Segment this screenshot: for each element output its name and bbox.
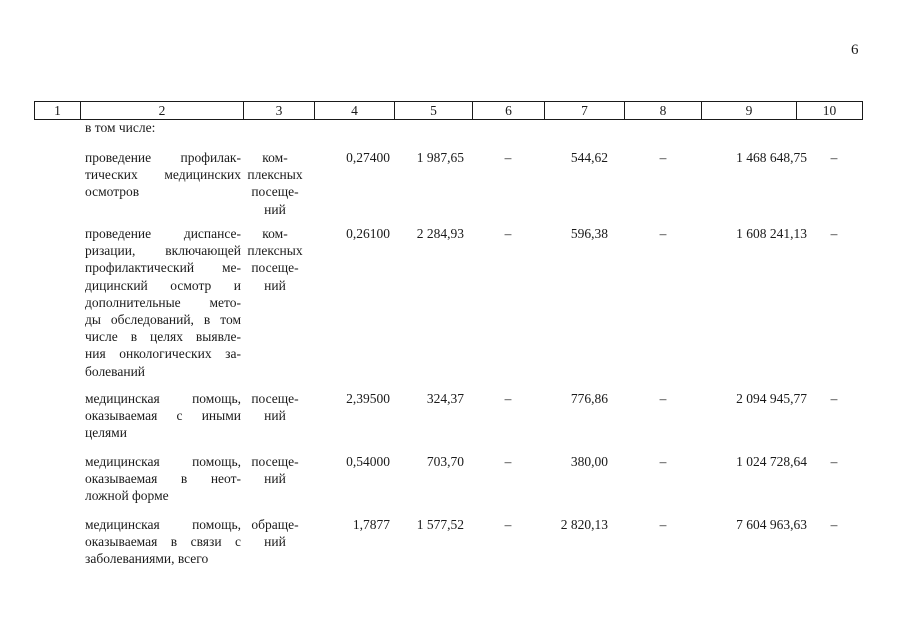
row-unit <box>243 453 307 487</box>
header-col-6: 6 <box>473 102 545 119</box>
table-header-row <box>34 101 863 120</box>
header-col-8: 8 <box>625 102 702 119</box>
header-col-4: 4 <box>315 102 395 119</box>
row-unit-line: посеще- <box>251 391 299 406</box>
row-name-line: медицинская помощь, <box>85 391 241 406</box>
row-unit-line: ний <box>264 201 286 217</box>
row-unit <box>243 390 307 424</box>
row-value-9: 2 094 945,77 <box>736 391 807 406</box>
row-unit-line: ком- <box>262 226 288 241</box>
row-name-line: заболеваниями, всего <box>85 551 209 567</box>
row-unit-line: ний <box>264 277 286 293</box>
row-value-8: – <box>659 517 667 532</box>
row-unit <box>243 516 307 550</box>
row-value-6: – <box>504 150 512 165</box>
row-name-line: медицинская помощь, <box>85 517 241 532</box>
row-name-line: числе в целях выявле- <box>85 329 241 345</box>
header-col-7: 7 <box>545 102 625 119</box>
row-unit-line: плексных <box>247 167 303 183</box>
row-value-7: 776,86 <box>570 391 608 406</box>
row-name <box>85 225 241 380</box>
row-value-7: 544,62 <box>570 150 608 165</box>
row-value-4: 0,26100 <box>346 226 390 241</box>
row-value-8: – <box>659 226 667 241</box>
row-value-10: – <box>830 150 838 165</box>
row-unit-line: обраще- <box>251 517 299 532</box>
row-name <box>85 516 241 568</box>
row-name-line: осмотров <box>85 184 140 200</box>
row-unit <box>243 149 307 218</box>
row-unit-line: плексных <box>247 243 303 259</box>
row-unit-line: ний <box>264 534 286 550</box>
row-value-7: 380,00 <box>570 454 608 469</box>
row-value-9: 1 468 648,75 <box>736 150 807 165</box>
row-value-5: 703,70 <box>426 454 464 469</box>
row-name-line: ды обследований, в том <box>85 312 241 328</box>
row-value-7: 2 820,13 <box>560 517 608 532</box>
row-name-line: проведение профилак- <box>85 150 241 165</box>
row-value-4: 0,27400 <box>346 150 390 165</box>
row-name-line: медицинская помощь, <box>85 454 241 469</box>
row-value-10: – <box>830 226 838 241</box>
row-value-4: 2,39500 <box>346 391 390 406</box>
row-name-line: ложной форме <box>85 488 169 504</box>
header-col-10: 10 <box>822 103 837 118</box>
row-name <box>85 453 241 505</box>
row-unit-line: посеще- <box>251 260 299 276</box>
row-unit-line: посеще- <box>251 454 299 469</box>
row-value-4: 0,54000 <box>346 454 390 469</box>
table-intro-text: в том числе: <box>85 120 156 135</box>
row-name-line: дицинский осмотр и <box>85 277 241 293</box>
row-value-6: – <box>504 517 512 532</box>
row-value-5: 324,37 <box>426 391 464 406</box>
row-value-9: 1 024 728,64 <box>736 454 807 469</box>
row-value-8: – <box>659 150 667 165</box>
header-col-5: 5 <box>395 102 473 119</box>
page-number: 6 <box>851 42 859 58</box>
row-name-line: профилактический ме- <box>85 260 241 276</box>
row-name-line: целями <box>85 425 127 441</box>
row-value-5: 2 284,93 <box>416 226 464 241</box>
row-value-10: – <box>830 454 838 469</box>
row-value-8: – <box>659 391 667 406</box>
header-col-3: 3 <box>244 102 315 119</box>
row-name-line: оказываемая с иными <box>85 408 241 424</box>
row-unit-line: ний <box>264 471 286 487</box>
row-value-7: 596,38 <box>570 226 608 241</box>
row-unit-line: ний <box>264 408 286 424</box>
row-value-10: – <box>830 517 838 532</box>
row-name-line: оказываемая в неот- <box>85 471 241 487</box>
row-name-line: проведение диспансе- <box>85 226 241 241</box>
row-unit-line: ком- <box>262 150 288 165</box>
row-name-line: дополнительные мето- <box>85 294 241 310</box>
row-name-line: ризации, включающей <box>85 243 241 259</box>
row-value-10: – <box>830 391 838 406</box>
header-col-9: 9 <box>702 102 797 119</box>
row-value-5: 1 577,52 <box>416 517 464 532</box>
row-name <box>85 390 241 442</box>
row-value-9: 1 608 241,13 <box>736 226 807 241</box>
row-value-6: – <box>504 391 512 406</box>
row-value-9: 7 604 963,63 <box>736 517 807 532</box>
row-value-6: – <box>504 226 512 241</box>
row-name-line: тических медицинских <box>85 167 241 183</box>
row-value-5: 1 987,65 <box>416 150 464 165</box>
row-unit <box>243 225 307 294</box>
row-name-line: ния онкологических за- <box>85 346 241 362</box>
row-value-8: – <box>659 454 667 469</box>
row-name <box>85 149 241 201</box>
row-name-line: болеваний <box>85 363 146 379</box>
row-name-line: оказываемая в связи с <box>85 534 241 550</box>
row-unit-line: посеще- <box>251 184 299 200</box>
header-col-1: 1 <box>35 102 81 119</box>
row-value-4: 1,7877 <box>352 517 390 532</box>
header-col-2: 2 <box>81 102 244 119</box>
row-value-6: – <box>504 454 512 469</box>
